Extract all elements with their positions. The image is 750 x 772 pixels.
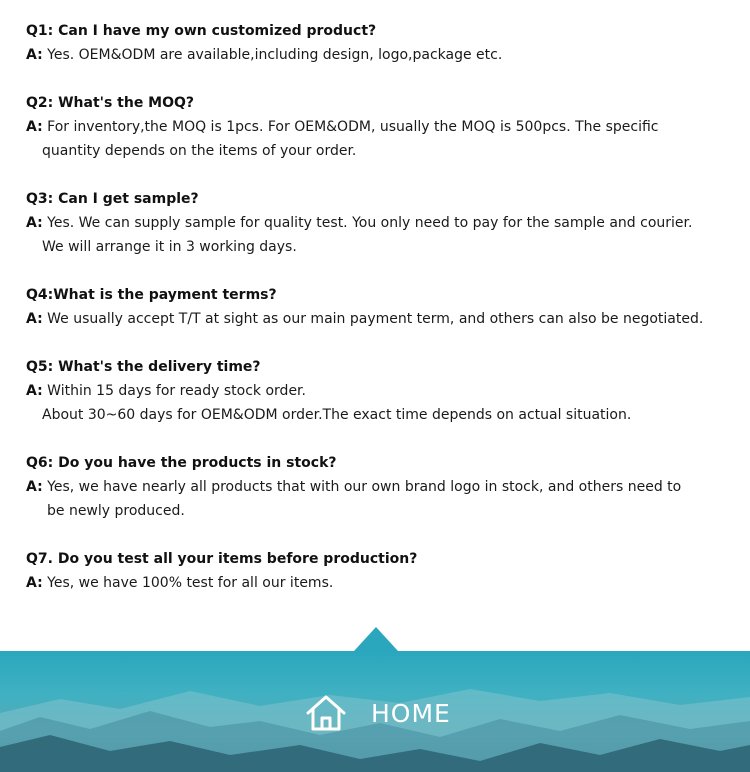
home-icon [305,693,347,733]
banner-pointer [354,627,398,651]
faq-question: Q3: Can I get sample? [26,191,199,207]
answer-text: Yes, we have nearly all products that with our own brand logo in stock, and others need to [47,479,682,495]
faq-item-4 [26,283,736,331]
answer-label: A: [26,479,43,495]
answer-text: Yes. OEM&ODM are available,including design, logo,package etc. [47,47,503,63]
faq-question: Q4:What is the payment terms? [26,287,277,303]
answer-label: A: [26,311,43,327]
faq-list [26,19,736,619]
faq-question: Q6: Do you have the products in stock? [26,455,337,471]
answer-label: A: [26,383,43,399]
faq-answer [26,43,736,67]
faq-question: Q5: What's the delivery time? [26,359,261,375]
answer-text-continued: We will arrange it in 3 working days. [42,239,297,255]
answer-text: Yes, we have 100% test for all our items. [47,575,334,591]
answer-text-continued: be newly produced. [47,503,185,519]
home-label[interactable]: HOME [371,698,451,728]
faq-answer [26,379,736,403]
faq-item-3 [26,187,736,259]
faq-item-1 [26,19,736,67]
faq-item-5 [26,355,736,427]
faq-answer [26,115,736,139]
home-link[interactable] [305,692,451,734]
faq-question: Q7. Do you test all your items before production? [26,551,418,567]
faq-answer [26,211,736,235]
answer-text: For inventory,the MOQ is 1pcs. For OEM&ODM, usually the MOQ is 500pcs. The specific [47,119,659,135]
answer-label: A: [26,119,43,135]
faq-question: Q2: What's the MOQ? [26,95,195,111]
faq-item-7 [26,547,736,595]
faq-item-2 [26,91,736,163]
answer-label: A: [26,47,43,63]
answer-text: Yes. We can supply sample for quality test. You only need to pay for the sample and courier. [47,215,693,231]
faq-question: Q1: Can I have my own customized product? [26,23,377,39]
answer-text: We usually accept T/T at sight as our main payment term, and others can also be negotiated. [47,311,704,327]
answer-text: Within 15 days for ready stock order. [47,383,306,399]
answer-label: A: [26,215,43,231]
faq-answer [26,475,736,499]
faq-item-6 [26,451,736,523]
answer-text-continued: About 30~60 days for OEM&ODM order.The exact time depends on actual situation. [42,407,632,423]
faq-answer [26,307,736,331]
answer-text-continued: quantity depends on the items of your order. [42,143,357,159]
answer-label: A: [26,575,43,591]
faq-answer [26,571,736,595]
